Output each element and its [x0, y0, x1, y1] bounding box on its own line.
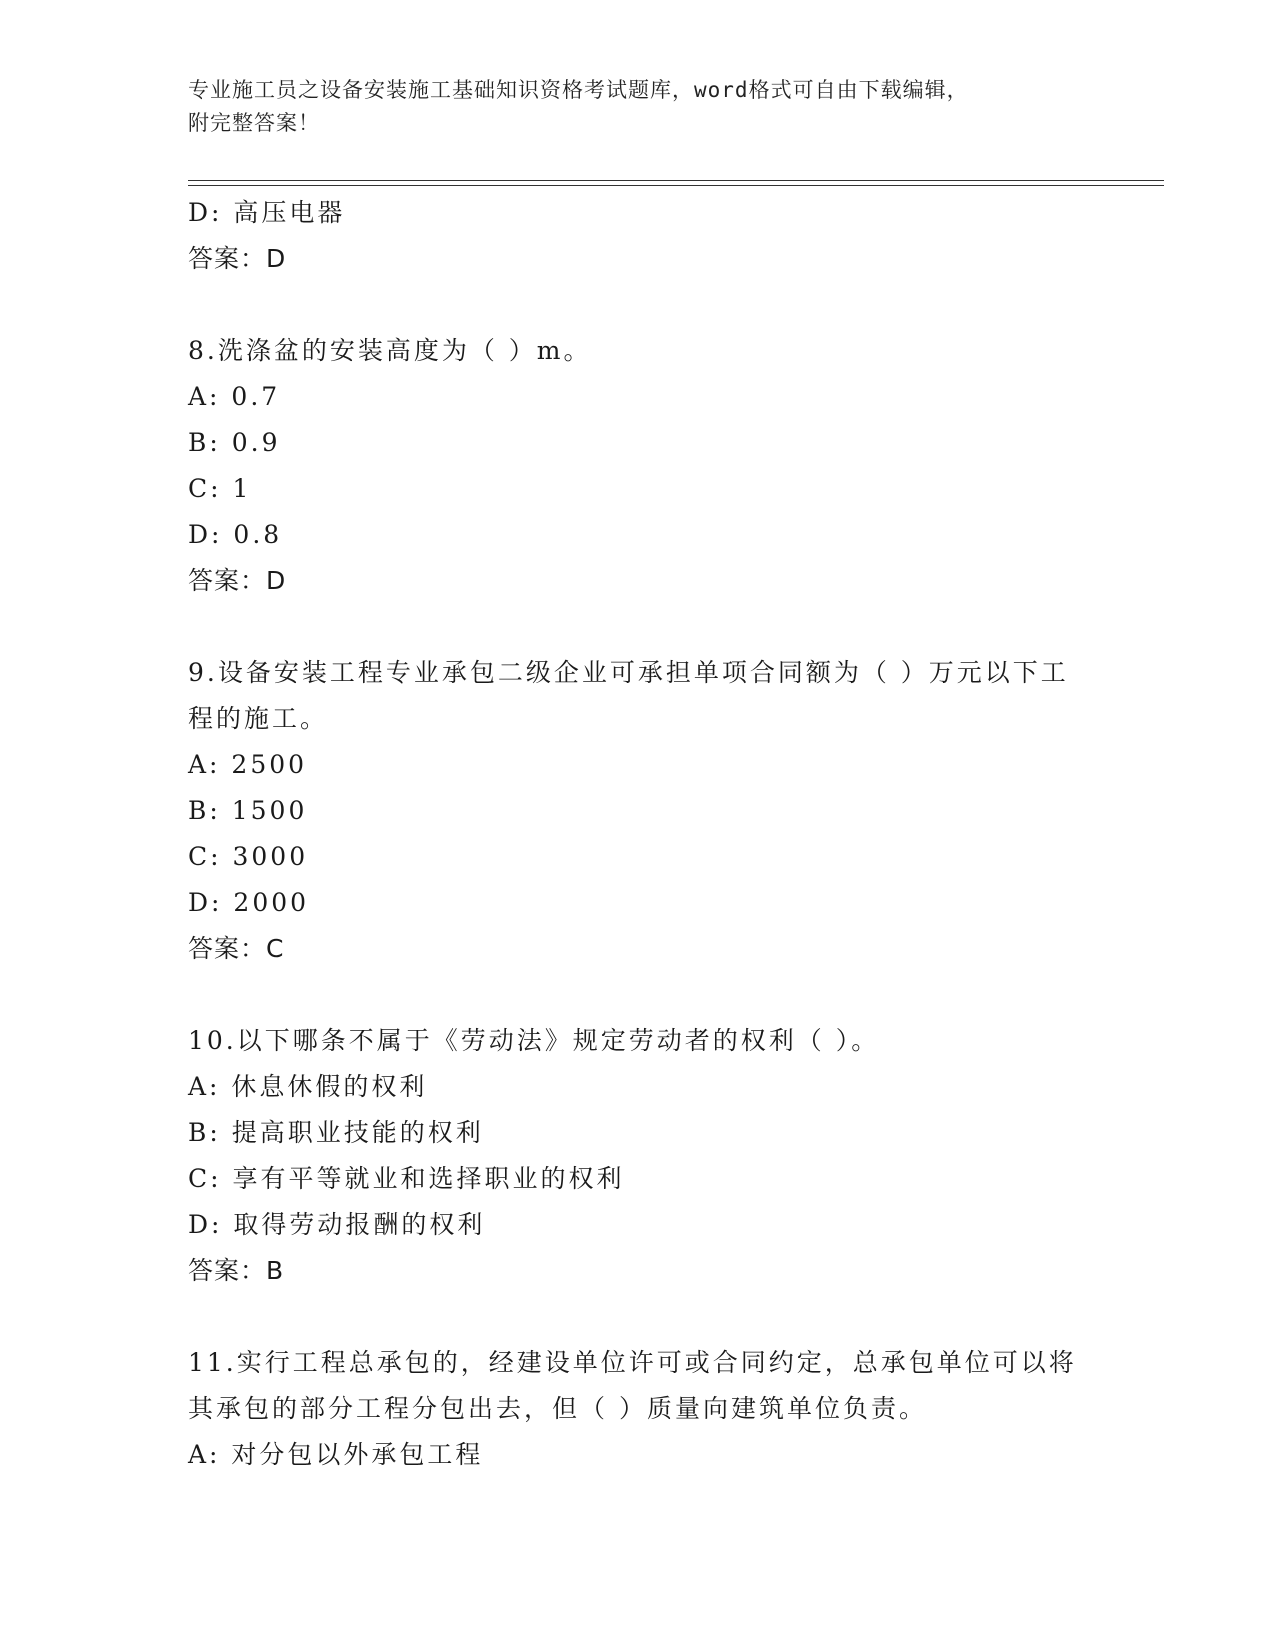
option-d: D: 0.8: [188, 520, 283, 549]
question-text: 8.洗涤盆的安装高度为（ ）m。: [188, 336, 592, 365]
option-a: A: 0.7: [188, 382, 281, 411]
spacer: [188, 282, 1088, 328]
option-d: D: 高压电器: [188, 198, 346, 227]
answer: 答案：D: [188, 566, 287, 595]
option-b: B: 0.9: [188, 428, 281, 457]
spacer: [188, 972, 1088, 1018]
header-title-line1: 专业施工员之设备安装施工基础知识资格考试题库，word格式可自由下载编辑，: [188, 78, 969, 102]
option-d: D: 取得劳动报酬的权利: [188, 1210, 486, 1239]
option-c: C: 3000: [188, 842, 309, 871]
question-block: [188, 328, 1088, 604]
header-title-line2: 附完整答案！: [188, 111, 320, 135]
question-text: 11.实行工程总承包的，经建设单位许可或合同约定，总承包单位可以将其承包的部分工程分包出去，但（ ）质量向建筑单位负责。: [188, 1348, 1077, 1423]
answer: 答案：D: [188, 244, 287, 273]
header-divider-bottom: [188, 185, 1164, 186]
question-block: [188, 1340, 1088, 1478]
question-block: [188, 1018, 1088, 1294]
header-divider-top: [188, 180, 1164, 181]
document-header: [188, 74, 1088, 140]
option-c: C: 1: [188, 474, 252, 503]
option-d: D: 2000: [188, 888, 310, 917]
option-b: B: 提高职业技能的权利: [188, 1118, 484, 1147]
question-list: [188, 190, 1088, 1478]
question-block: [188, 650, 1088, 972]
spacer: [188, 604, 1088, 650]
option-a: A: 休息休假的权利: [188, 1072, 428, 1101]
answer: 答案：C: [188, 934, 285, 963]
spacer: [188, 1294, 1088, 1340]
option-b: B: 1500: [188, 796, 308, 825]
question-text: 10.以下哪条不属于《劳动法》规定劳动者的权利（ ）。: [188, 1026, 880, 1055]
question-text: 9.设备安装工程专业承包二级企业可承担单项合同额为（ ）万元以下工程的施工。: [188, 658, 1069, 733]
option-c: C: 享有平等就业和选择职业的权利: [188, 1164, 625, 1193]
option-a: A: 2500: [188, 750, 308, 779]
option-a: A: 对分包以外承包工程: [188, 1440, 484, 1469]
answer: 答案：B: [188, 1256, 285, 1285]
